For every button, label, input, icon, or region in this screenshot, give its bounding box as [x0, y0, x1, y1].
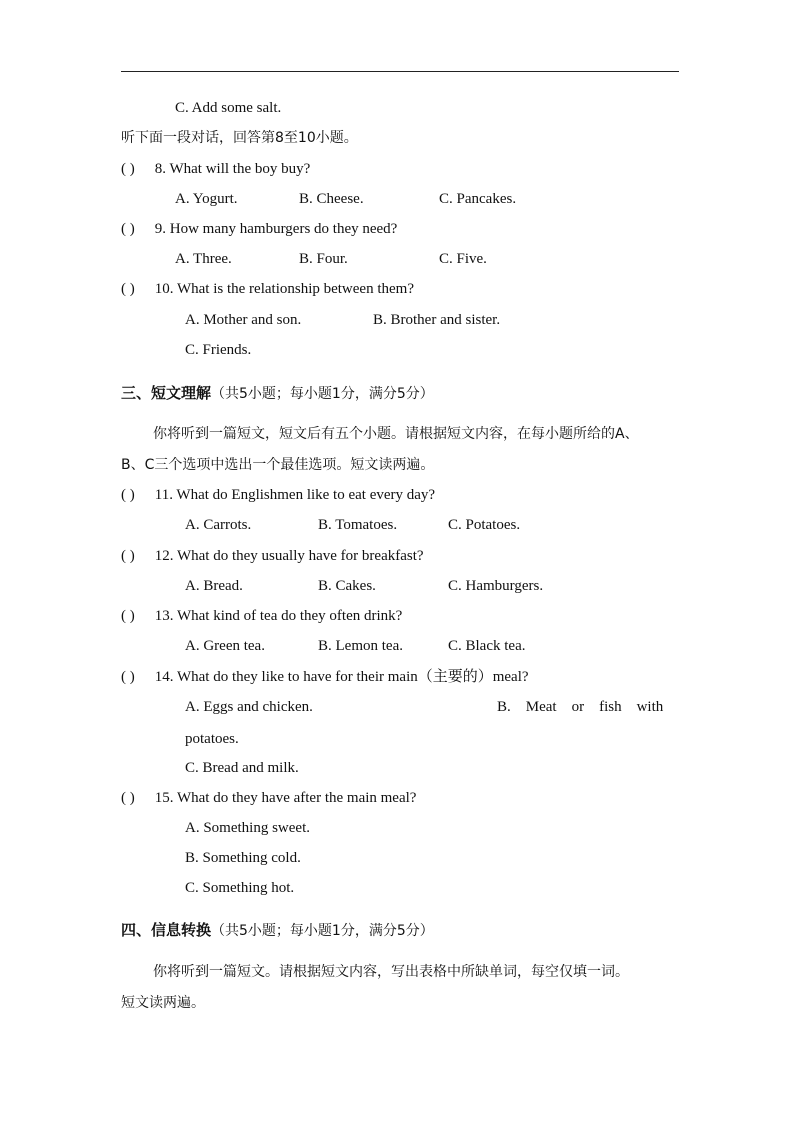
option-b: B. Cakes.: [318, 578, 376, 594]
question-text: 13. What kind of tea do they often drink?: [154, 608, 403, 624]
option-b: B. Four.: [299, 251, 348, 267]
option-c: C. Hamburgers.: [448, 578, 544, 594]
section-4-heading: [121, 920, 434, 941]
answer-blank[interactable]: ( ): [121, 669, 135, 685]
instruction-8-10: 听下面一段对话，回答第8至10小题。: [121, 130, 358, 146]
answer-blank[interactable]: ( ): [121, 221, 135, 237]
option-b: B. Tomatoes.: [318, 517, 398, 533]
answer-blank[interactable]: ( ): [121, 790, 135, 806]
option-b: B. Something cold.: [185, 850, 301, 866]
option-a: A. Bread.: [185, 578, 243, 594]
question-9: [121, 219, 397, 239]
question-11: [121, 485, 435, 505]
question-text: 14. What do they like to have for their main（主要的）meal?: [154, 669, 529, 685]
option-c: C. Potatoes.: [448, 517, 521, 533]
option-a: A. Yogurt.: [175, 191, 238, 207]
option-b: B. Lemon tea.: [318, 638, 403, 654]
question-15: [121, 788, 416, 808]
option-a: A. Something sweet.: [185, 820, 310, 836]
option-c: C. Something hot.: [185, 880, 295, 896]
option-a: A. Mother and son.: [185, 312, 302, 328]
section-4-instruction-1: 你将听到一篇短文。请根据短文内容，写出表格中所缺单词，每空仅填一词。: [153, 964, 629, 980]
option-c: C. Friends.: [185, 342, 252, 358]
question-text: 9. How many hamburgers do they need?: [154, 221, 398, 237]
option-c: C. Black tea.: [448, 638, 526, 654]
section-3-heading: [121, 383, 434, 404]
option-c: C. Bread and milk.: [185, 760, 299, 776]
answer-blank[interactable]: ( ): [121, 608, 135, 624]
section-3-instruction-1: 你将听到一篇短文，短文后有五个小题。请根据短文内容，在每小题所给的A、: [153, 426, 639, 442]
option-b: B. Brother and sister.: [373, 312, 501, 328]
answer-blank[interactable]: ( ): [121, 161, 135, 177]
question-text: 8. What will the boy buy?: [154, 161, 311, 177]
option-a: A. Eggs and chicken.: [185, 699, 313, 715]
option-b-continued: potatoes.: [185, 731, 239, 747]
q7-option-c: C. Add some salt.: [175, 100, 282, 116]
option-b: B. Meat or fish with: [497, 699, 664, 715]
question-text: 15. What do they have after the main meal?: [154, 790, 417, 806]
question-10: [121, 279, 414, 299]
header-rule: [121, 71, 679, 72]
answer-blank[interactable]: ( ): [121, 281, 135, 297]
question-text: 11. What do Englishmen like to eat every day?: [154, 487, 436, 503]
question-text: 12. What do they usually have for breakfast?: [154, 548, 424, 564]
question-13: [121, 606, 402, 626]
option-a: A. Three.: [175, 251, 232, 267]
section-3-instruction-2: B、C三个选项中选出一个最佳选项。短文读两遍。: [121, 457, 435, 473]
question-14: [121, 667, 529, 687]
section-4-instruction-2: 短文读两遍。: [121, 995, 205, 1011]
section-title: 三、短文理解: [121, 384, 212, 402]
option-a: A. Green tea.: [185, 638, 265, 654]
question-8: [121, 159, 310, 179]
answer-blank[interactable]: ( ): [121, 487, 135, 503]
option-b: B. Cheese.: [299, 191, 364, 207]
section-title: 四、信息转换: [121, 921, 212, 939]
option-c: C. Five.: [439, 251, 487, 267]
question-text: 10. What is the relationship between them?: [154, 281, 414, 297]
answer-blank[interactable]: ( ): [121, 548, 135, 564]
option-a: A. Carrots.: [185, 517, 252, 533]
option-c: C. Pancakes.: [439, 191, 517, 207]
section-score-note: （共5小题；每小题1分，满分5分）: [211, 923, 434, 939]
question-12: [121, 546, 424, 566]
section-score-note: （共5小题；每小题1分，满分5分）: [211, 386, 434, 402]
